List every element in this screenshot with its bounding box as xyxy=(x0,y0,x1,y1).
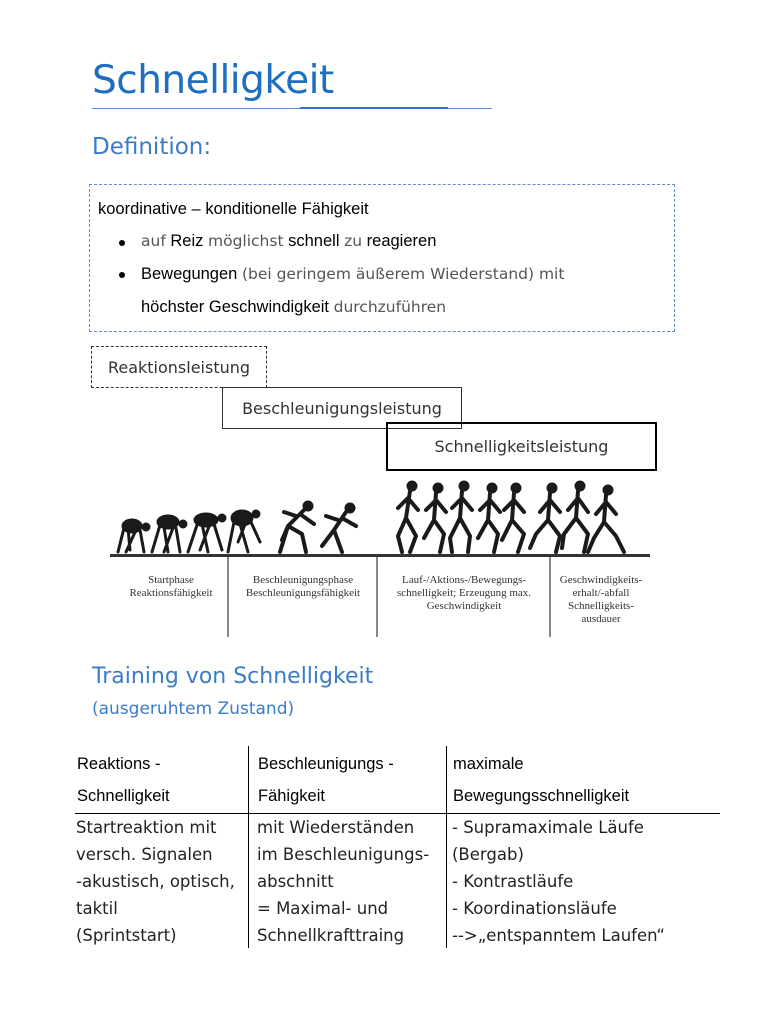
runner-figure xyxy=(424,483,446,552)
table-column-divider xyxy=(248,746,249,948)
definition-bullet-2-cont: höchster Geschwindigkeit durchzuführen xyxy=(141,298,447,316)
table-header-reaktion: Reaktions - Schnelligkeit xyxy=(77,755,170,805)
runner-figure xyxy=(322,503,356,552)
runner-figure xyxy=(450,481,472,552)
table-header-bewegung: maximale Bewegungsschnelligkeit xyxy=(453,755,630,805)
runner-figure xyxy=(398,481,418,552)
phase-caption-start: Startphase Reaktionsfähigkeit xyxy=(129,574,213,599)
table-column-divider xyxy=(446,746,447,948)
title-underline-accent xyxy=(300,107,448,109)
ground-line xyxy=(110,554,650,557)
table-cell-reaktion: Startreaktion mit versch. Signalen -akustisch, optisch, taktil (Sprintstart) xyxy=(76,818,235,945)
runner-figure xyxy=(228,510,260,552)
definition-line: koordinative – konditionelle Fähigkeit xyxy=(98,200,369,218)
definition-bullet-1: auf Reiz möglichst schnell zu reagieren xyxy=(141,232,437,250)
runner-figure xyxy=(280,501,314,552)
definition-bullet-2: Bewegungen (bei geringem äußerem Wiederstand) mit xyxy=(141,265,565,283)
reaktionsleistung-label: Reaktionsleistung xyxy=(91,346,267,388)
training-heading: Training von Schnelligkeit xyxy=(92,664,374,689)
table-cell-bewegung: - Supramaximale Läufe (Bergab) - Kontrastläufe - Koordinationsläufe -->„entspanntem Laufen“ xyxy=(452,818,665,945)
runner-figure xyxy=(588,485,624,552)
phase-caption-endurance: Geschwindigkeits- erhalt/-abfall Schnelligkeits- ausdauer xyxy=(559,574,643,625)
training-subheading: (ausgeruhtem Zustand) xyxy=(92,699,295,719)
table-header-beschleunigung: Beschleunigungs - Fähigkeit xyxy=(258,755,394,805)
bullet-dot xyxy=(119,240,125,246)
definition-heading: Definition: xyxy=(92,134,212,160)
runner-figure xyxy=(188,513,226,552)
runner-figure xyxy=(502,483,524,552)
page-title: Schnelligkeit xyxy=(92,58,334,103)
runner-figure xyxy=(478,483,500,552)
beschleunigungsleistung-label: Beschleunigungsleistung xyxy=(222,387,462,429)
runner-figure xyxy=(118,519,150,552)
bullet-dot xyxy=(119,272,125,278)
runner-figure xyxy=(530,483,560,552)
table-cell-beschleunigung: mit Wiederständen im Beschleunigungs- abschnitt = Maximal- und Schnellkrafttraing xyxy=(257,818,430,945)
phase-caption-speed: Lauf-/Aktions-/Bewegungs- schnelligkeit; Erzeugung max. Geschwindigkeit xyxy=(396,574,532,612)
runner-figure xyxy=(562,481,588,552)
runner-figure xyxy=(152,515,187,552)
phase-caption-acceleration: Beschleunigungsphase Beschleunigungsfähigkeit xyxy=(245,574,361,599)
schnelligkeitsleistung-label: Schnelligkeitsleistung xyxy=(386,422,657,471)
